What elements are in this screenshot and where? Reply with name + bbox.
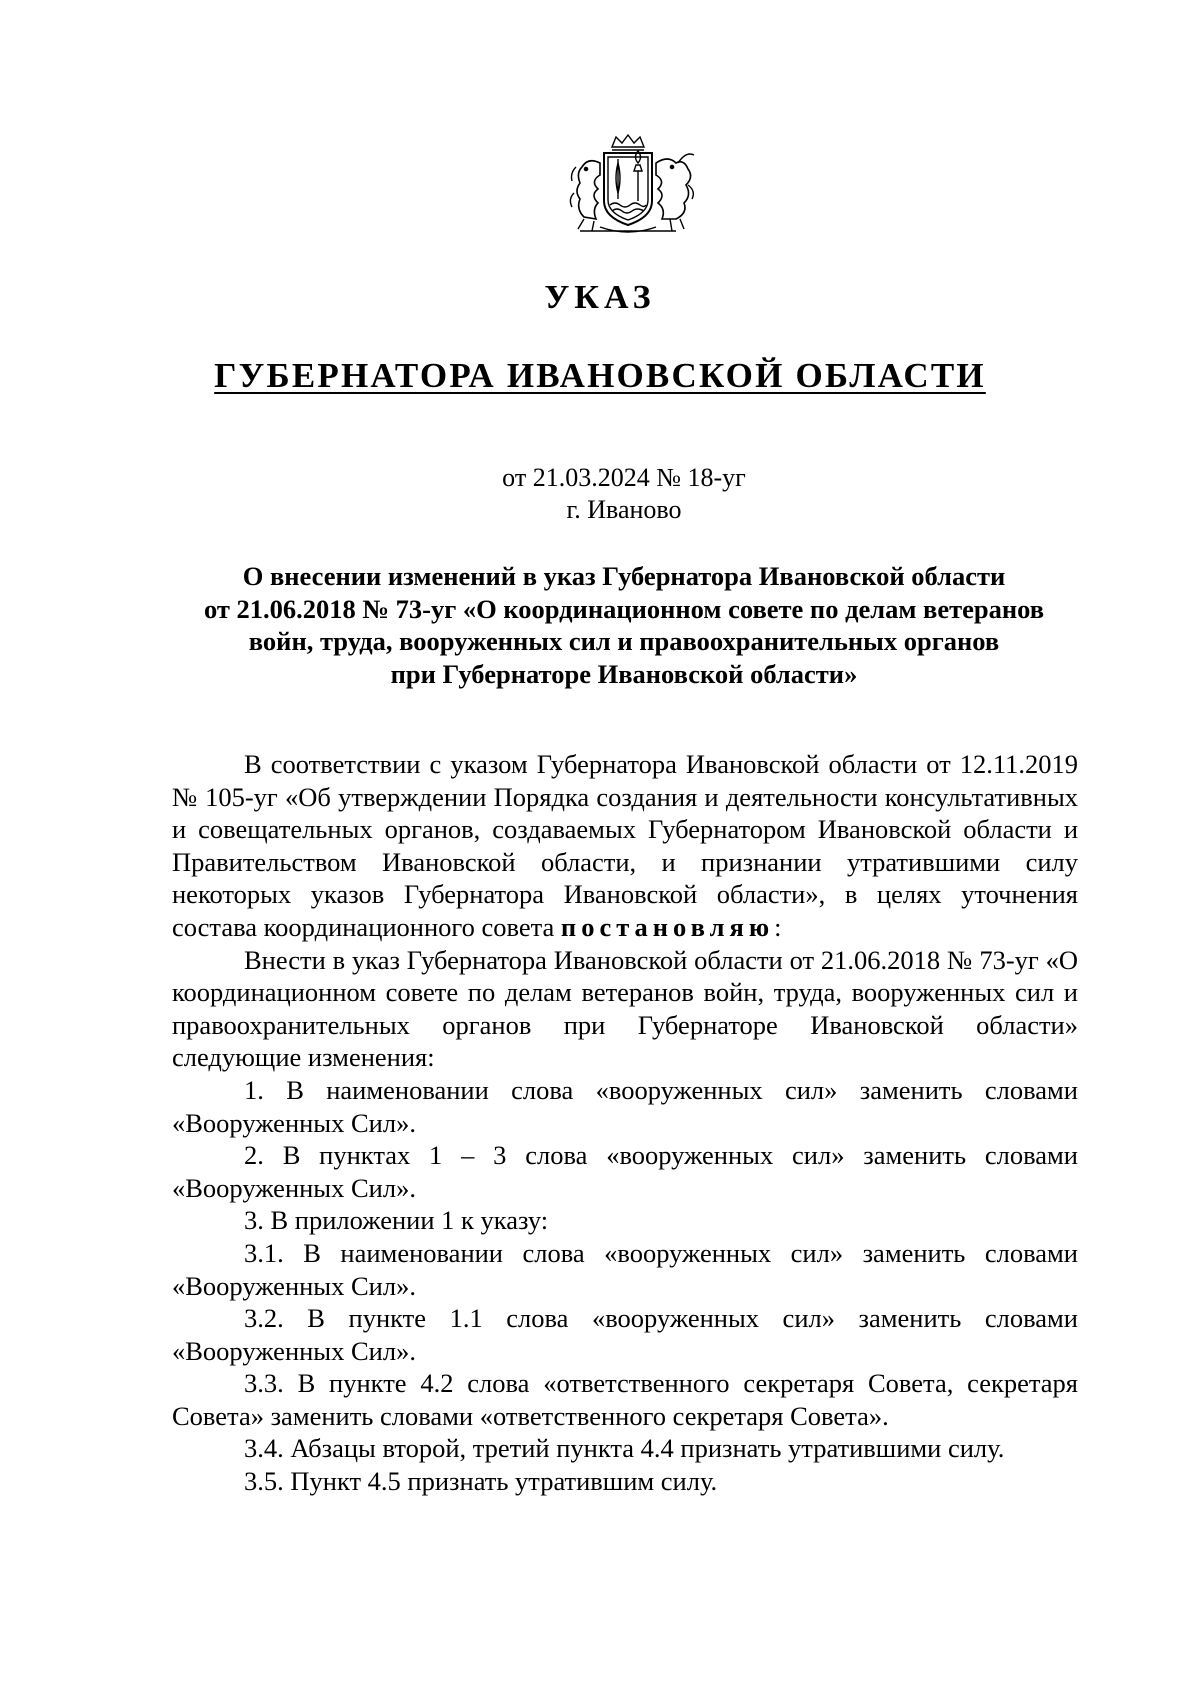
preamble-paragraph — [172, 748, 1078, 944]
amendment-item: 3.2. В пункте 1.1 слова «вооруженных сил» заменить словами «Вооруженных Сил». — [172, 1303, 1078, 1366]
amendment-item: 3. В приложении 1 к указу: — [244, 1205, 549, 1236]
authority-heading-text: ГУБЕРНАТОРА ИВАНОВСКОЙ ОБЛАСТИ — [214, 356, 986, 395]
decree-title-line: от 21.06.2018 № 73-уг «О координационном совете по делам ветеранов — [203, 593, 1045, 624]
decree-title-line: при Губернаторе Ивановской области» — [390, 658, 858, 689]
decree-heading: УКАЗ — [544, 279, 656, 316]
amendment-item: 3.1. В наименовании слова «вооруженных сил» заменить словами «Вооруженных Сил». — [172, 1237, 1078, 1301]
preamble-text: В соответствии с указом Губернатора Ивановской области от 12.11.2019 № 105-уг «Об утверждении Порядка создания и деятельности консультативных и совещательных органов, создаваемых Губернатором Ивановской области и Правительством Ивановской области, и признании утратившими силу некоторых указов Губернатора Ивановской области», в целях уточнения состава координационного совета — [172, 749, 1078, 942]
authority-heading — [0, 355, 1200, 397]
decree-meta — [0, 462, 1200, 526]
intro-paragraph: Внести в указ Губернатора Ивановской области от 21.06.2018 № 73-уг «О координационном совете по делам ветеранов войн, труда, вооруженных сил и правоохранительных органов при Губернаторе Ивановской области» следующие изменения: — [172, 944, 1078, 1073]
decides-punctuation: : — [774, 911, 782, 942]
decree-title — [0, 560, 1200, 690]
amendment-item: 2. В пунктах 1 – 3 слова «вооруженных сил» заменить словами «Вооруженных Сил». — [172, 1140, 1078, 1203]
decides-word: постановляю — [560, 911, 775, 942]
amendment-item: 1. В наименовании слова «вооруженных сил» заменить словами «Вооруженных Сил». — [172, 1074, 1078, 1138]
amendment-item: 3.5. Пункт 4.5 признать утратившим силу. — [244, 1466, 718, 1497]
decree-title-line: войн, труда, вооруженных сил и правоохранительных органов — [248, 626, 1000, 656]
decree-date-number: от 21.03.2024 № 18-уг — [502, 463, 746, 492]
decree-body — [172, 748, 1078, 1498]
amendment-item: 3.3. В пункте 4.2 слова «ответственного секретаря Совета, секретаря Совета» заменить словами «ответственного секретаря Совета». — [172, 1368, 1078, 1431]
decree-title-line: О внесении изменений в указ Губернатора Ивановской области — [242, 561, 1006, 591]
coat-of-arms-emblem — [560, 133, 697, 239]
decree-city: г. Иваново — [566, 495, 682, 524]
amendment-item: 3.4. Абзацы второй, третий пункта 4.4 признать утратившими силу. — [244, 1433, 1005, 1464]
